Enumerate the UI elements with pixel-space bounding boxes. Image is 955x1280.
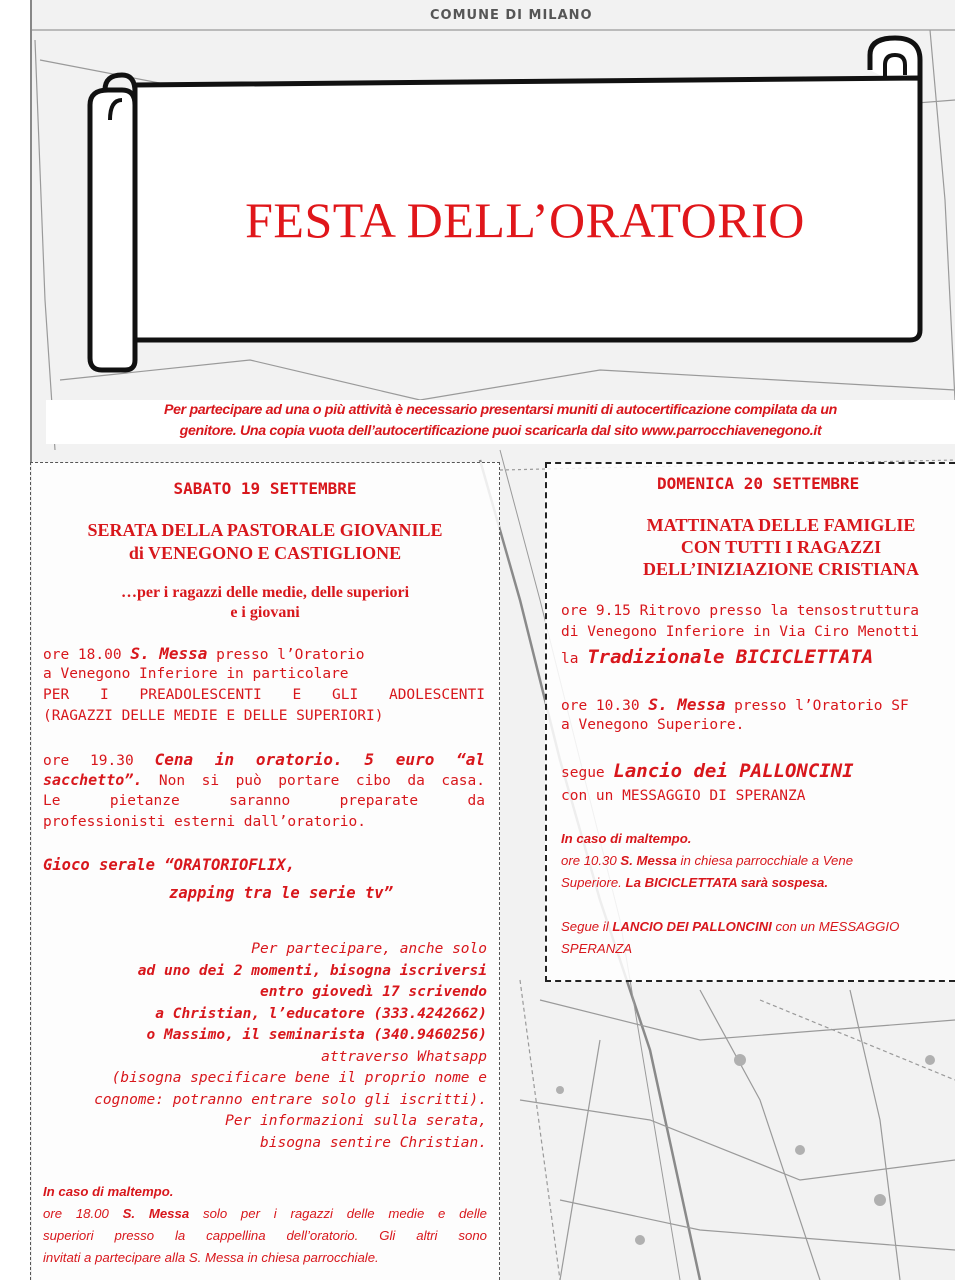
- saturday-subheading-1: …per i ragazzi delle medie, delle superiori: [120, 584, 410, 601]
- registration-line: cognome: potranno entrare solo gli iscritti).: [94, 1091, 487, 1108]
- registration-line: o Massimo, il seminarista (340.9460256): [146, 1027, 487, 1043]
- saturday-badweather-line-2: superiori presso la cappellina dell’oratorio. Gli altri sono: [43, 1228, 487, 1243]
- sunday-balloon-line: segue Lancio dei PALLONCINI: [561, 760, 854, 782]
- sunday-date: DOMENICA 20 SETTEMBRE: [657, 474, 860, 493]
- saturday-badweather-line-3: invitati a partecipare alla S. Messa in chiesa parrocchiale.: [43, 1250, 379, 1265]
- saturday-mass-line-4: (RAGAZZI DELLE MEDIE E DELLE SUPERIORI): [43, 708, 384, 724]
- registration-line: bisogna sentire Christian.: [260, 1134, 487, 1151]
- sunday-balloon-line-2: con un MESSAGGIO DI SPERANZA: [561, 788, 806, 804]
- saturday-dinner-line-3: Le pietanze saranno preparate da: [43, 793, 485, 809]
- sunday-badweather-title: In caso di maltempo.: [561, 831, 692, 846]
- saturday-heading-1: SERATA DELLA PASTORALE GIOVANILE: [87, 520, 443, 540]
- sunday-badweather-line-3: Segue il LANCIO DEI PALLONCINI con un MESSAGGIO: [561, 919, 900, 934]
- sunday-meet-line-1: ore 9.15 Ritrovo presso la tensostruttura: [561, 603, 919, 619]
- saturday-badweather-line-1: ore 18.00 S. Messa solo per i ragazzi delle medie e delle: [43, 1206, 488, 1221]
- saturday-dinner-line-4: professionisti esterni dall’oratorio.: [43, 814, 367, 830]
- registration-line: a Christian, l’educatore (333.4242662): [155, 1005, 487, 1022]
- notice-line-1: Per partecipare ad una o più attività è necessario presentarsi muniti di autocertificazione compilata da un: [164, 402, 837, 418]
- registration-line: ad uno dei 2 momenti, bisogna iscriversi: [137, 962, 487, 979]
- registration-line: (bisogna specificare bene il proprio nome e: [111, 1070, 487, 1086]
- notice-banner: [46, 400, 955, 444]
- sunday-ride-line: la Tradizionale BICICLETTATA: [561, 646, 874, 668]
- saturday-box: [30, 462, 500, 1280]
- registration-line: Per informazioni sulla serata,: [225, 1113, 487, 1129]
- registration-line: Per partecipare, anche solo: [251, 941, 487, 957]
- sunday-meet-line-2: di Venegono Inferiore in Via Ciro Menotti: [561, 624, 919, 640]
- saturday-mass-line-2: a Venegono Inferiore in particolare: [43, 666, 349, 682]
- saturday-game-line-1: Gioco serale “ORATORIOFLIX,: [43, 856, 295, 874]
- notice-line-2: genitore. Una copia vuota dell’autocertificazione puoi scaricarla dal sito www.parrocchiavenegono.it: [179, 423, 822, 439]
- saturday-badweather-title: In caso di maltempo.: [43, 1184, 174, 1199]
- sunday-badweather-line-4: SPERANZA: [561, 941, 633, 956]
- page-title: FESTA DELL’ORATORIO: [245, 192, 805, 248]
- sunday-heading-1: MATTINATA DELLE FAMIGLIE: [646, 515, 916, 535]
- sunday-mass-line-2: a Venegono Superiore.: [561, 717, 745, 733]
- saturday-dinner-line-2: sacchetto”. Non si può portare cibo da casa.: [43, 771, 485, 789]
- registration-line: attraverso Whatsapp: [321, 1048, 487, 1065]
- sunday-heading-2: CON TUTTI I RAGAZZI: [680, 537, 882, 557]
- map-title: COMUNE DI MILANO: [430, 8, 593, 23]
- saturday-heading-2: di VENEGONO E CASTIGLIONE: [128, 543, 402, 563]
- saturday-game-line-2: zapping tra le serie tv”: [169, 884, 393, 902]
- saturday-date: SABATO 19 SETTEMBRE: [173, 479, 357, 498]
- saturday-mass-line-1: ore 18.00 S. Messa presso l’Oratorio: [43, 644, 365, 663]
- saturday-dinner-line-1: ore 19.30 Cena in oratorio. 5 euro “al: [43, 750, 486, 769]
- sunday-badweather-line-2: Superiore. La BICICLETTATA sarà sospesa.: [561, 875, 829, 890]
- sunday-badweather-line-1: ore 10.30 S. Messa in chiesa parrocchiale a Vene: [561, 853, 854, 868]
- saturday-subheading-2: e i giovani: [230, 604, 300, 621]
- page-left-margin: [0, 0, 32, 1280]
- saturday-registration: [94, 939, 487, 1154]
- saturday-mass-line-3: PER I PREADOLESCENTI E GLI ADOLESCENTI: [43, 687, 485, 703]
- sunday-heading-3: DELL’INIZIAZIONE CRISTIANA: [643, 559, 919, 579]
- sunday-mass-line-1: ore 10.30 S. Messa presso l’Oratorio SF: [561, 695, 909, 714]
- registration-line: entro giovedì 17 scrivendo: [260, 984, 487, 1000]
- sunday-box: [545, 462, 955, 982]
